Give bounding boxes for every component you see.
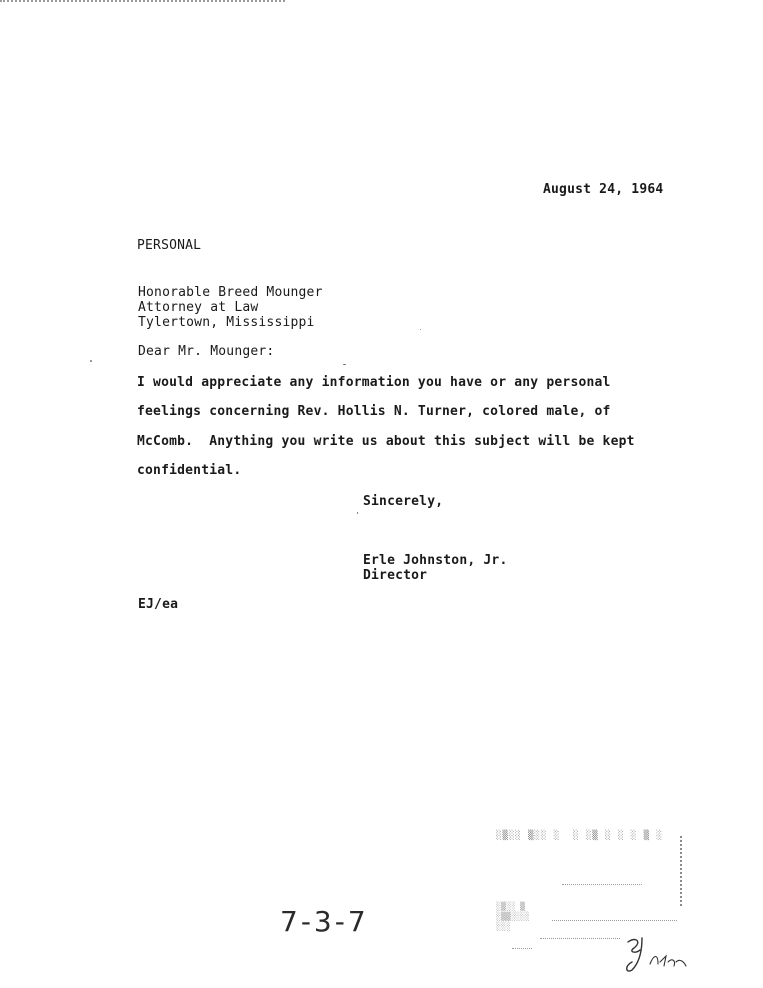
body-line: feelings concerning Rev. Hollis N. Turner, colored male, of xyxy=(137,404,611,419)
signer-title: Director xyxy=(363,568,428,583)
recipient-title: Attorney at Law xyxy=(138,300,259,315)
stamp-dotted-line xyxy=(512,948,532,949)
closing: Sincerely, xyxy=(363,494,444,509)
paper-speck xyxy=(343,364,346,365)
salutation: Dear Mr. Mounger: xyxy=(138,344,275,359)
recipient-name: Honorable Breed Mounger xyxy=(138,285,323,300)
signer-name: Erle Johnston, Jr. xyxy=(363,553,508,568)
typist-initials: EJ/ea xyxy=(138,597,179,612)
stamp-dotted-line xyxy=(540,938,620,939)
stamp-row-smudge: ░░░ xyxy=(496,922,511,931)
paper-speck xyxy=(357,512,358,514)
stamp-row-smudge: ░▒▒░░░░ xyxy=(496,912,530,921)
handwritten-file-number: 7-3-7 xyxy=(280,905,369,938)
paper-speck xyxy=(420,329,421,330)
stamp-vertical-dots xyxy=(680,836,682,906)
stamp-dotted-line xyxy=(562,884,642,885)
stamp-row-smudge: ░▒░░ ▒ xyxy=(496,902,525,911)
stamp-header-smudge: ░▒░░ ▒░░ ░ ░ ░▒ ░ ░ ░ ▒ ░ xyxy=(496,831,663,841)
top-dotted-rule xyxy=(0,0,285,2)
handwritten-initials-mark xyxy=(620,932,700,976)
stamp-dotted-line xyxy=(552,920,677,921)
body-line: confidential. xyxy=(137,463,242,478)
personal-marking: PERSONAL xyxy=(137,238,202,253)
body-line: McComb. Anything you write us about this subject will be kept xyxy=(137,434,635,449)
recipient-location: Tylertown, Mississippi xyxy=(138,315,315,330)
body-line: I would appreciate any information you have or any personal xyxy=(137,375,611,390)
paper-speck xyxy=(90,360,92,362)
letter-date: August 24, 1964 xyxy=(543,182,664,197)
